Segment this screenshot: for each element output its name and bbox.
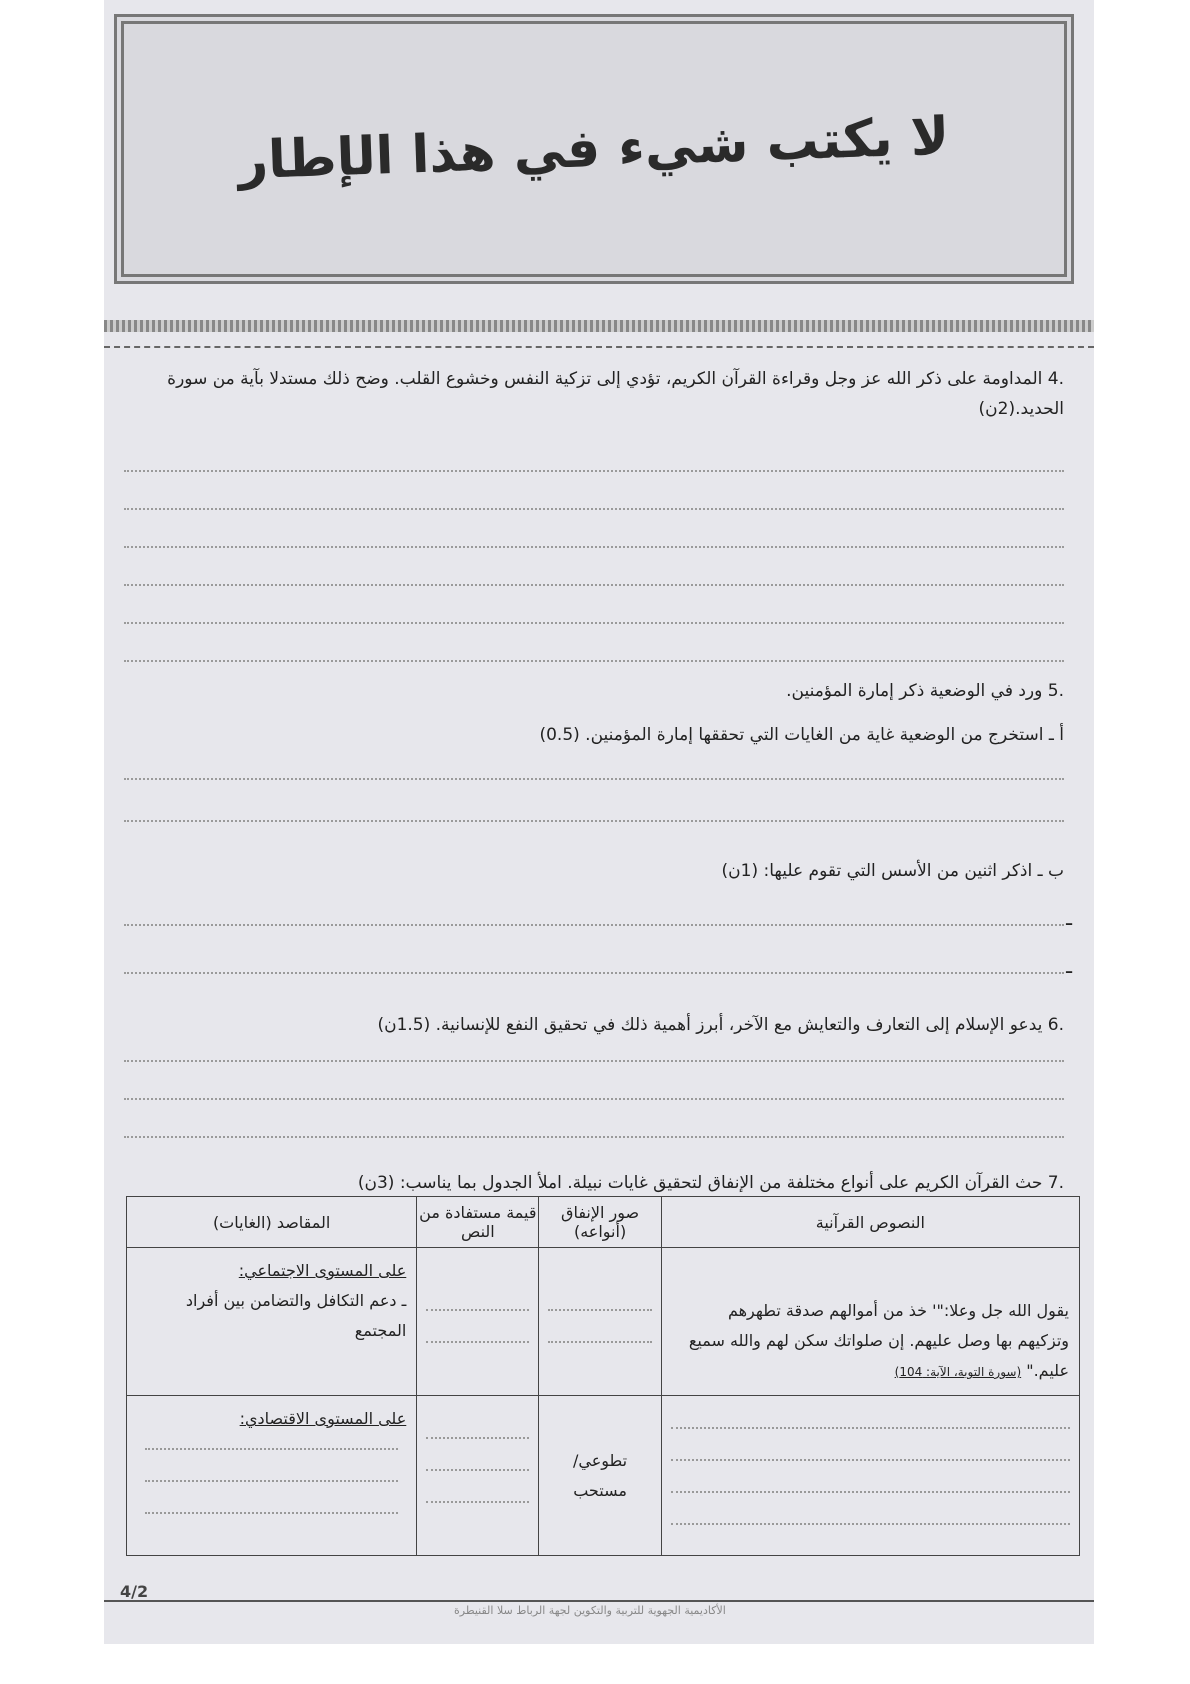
header-spending-forms: صور الإنفاق (أنواعه): [539, 1197, 661, 1248]
no-write-frame: [114, 14, 1074, 284]
header-learned-value: قيمة مستفادة من النص: [417, 1197, 539, 1248]
goal-cell-social: [127, 1248, 417, 1396]
question-number: .4: [1047, 369, 1064, 389]
header-goals: المقاصد (الغايات): [127, 1197, 417, 1248]
list-dash: ـ: [1066, 954, 1072, 978]
academy-footer: الأكاديمية الجهوية للتربية والتكوين لجهة الرباط سلا القنيطرة: [454, 1604, 726, 1617]
question-number: .5: [1047, 681, 1064, 701]
list-dash: ـ: [1066, 906, 1072, 930]
question-5-part-b: ب ـ اذكر اثنين من الأسس التي تقوم عليها: (1ن): [721, 861, 1064, 881]
header-quranic-texts: النصوص القرآنية: [661, 1197, 1079, 1248]
value-answer-cell[interactable]: [417, 1248, 539, 1396]
banner-text: لا يكتب شيء في هذا الإطار: [237, 106, 951, 192]
spending-table: [126, 1196, 1080, 1556]
goal-heading-social: على المستوى الاجتماعي:: [238, 1261, 407, 1280]
form-cell-voluntary: [539, 1396, 661, 1556]
verse-text: يقول الله جل وعلا:"' خذ من أموالهم صدقة تطهرهم وتزكيهم بها وصل عليهم. إن صلواتك سكن لهم والله سميع عليم.": [688, 1301, 1069, 1380]
dashed-cut-line: [104, 346, 1094, 348]
answer-line[interactable]: [124, 584, 1064, 586]
goal-text-social: ـ دعم التكافل والتضامن بين أفراد المجتمع: [185, 1291, 407, 1340]
verse-cell: [661, 1248, 1079, 1396]
question-number: .6: [1047, 1015, 1064, 1035]
question-7-text: حث القرآن الكريم على أنواع مختلفة من الإنفاق لتحقيق غايات نبيلة. املأ الجدول بما يناسب: (3ن): [357, 1173, 1043, 1193]
answer-line[interactable]: [124, 1098, 1064, 1100]
question-4: [124, 364, 1064, 424]
answer-line[interactable]: [124, 546, 1064, 548]
exam-page: [104, 0, 1094, 1644]
answer-line[interactable]: [124, 470, 1064, 472]
answer-line[interactable]: [124, 622, 1064, 624]
verse-answer-cell[interactable]: [661, 1396, 1079, 1556]
question-6-text: يدعو الإسلام إلى التعارف والتعايش مع الآخر، أبرز أهمية ذلك في تحقيق النفع للإنسانية. (1.5ن): [377, 1015, 1043, 1035]
hatched-separator: [104, 320, 1094, 332]
question-4-text: المداومة على ذكر الله عز وجل وقراءة القرآن الكريم، تؤدي إلى تزكية النفس وخشوع القلب. وضح ذلك مستدلا بآية من سورة: [167, 369, 1043, 389]
question-5-intro: ورد في الوضعية ذكر إمارة المؤمنين.: [786, 681, 1043, 701]
question-4-text-cont: الحديد.(2ن): [978, 399, 1064, 419]
question-7: [358, 1168, 1064, 1198]
goal-cell-economic: [127, 1396, 417, 1556]
value-answer-cell[interactable]: [417, 1396, 539, 1556]
answer-line[interactable]: [124, 778, 1064, 780]
form-voluntary: تطوعي/ مستحب: [573, 1451, 628, 1500]
form-answer-cell[interactable]: [539, 1248, 661, 1396]
question-5: [786, 676, 1064, 706]
page-number: 4/2: [120, 1582, 149, 1601]
footer-rule: [104, 1600, 1094, 1602]
answer-line[interactable]: [124, 820, 1064, 822]
question-6: [377, 1010, 1064, 1040]
answer-line[interactable]: [124, 660, 1064, 662]
answer-line[interactable]: [124, 972, 1064, 974]
answer-line[interactable]: [124, 1136, 1064, 1138]
question-5-part-a: أ ـ استخرج من الوضعية غاية من الغايات التي تحققها إمارة المؤمنين. (0.5): [539, 725, 1064, 745]
goal-heading-economic: على المستوى الاقتصادي:: [239, 1409, 407, 1428]
answer-line[interactable]: [124, 508, 1064, 510]
question-number: .7: [1047, 1173, 1064, 1193]
answer-line[interactable]: [124, 924, 1064, 926]
answer-line[interactable]: [124, 1060, 1064, 1062]
verse-source: (سورة التوبة، الآية: 104): [894, 1365, 1022, 1379]
